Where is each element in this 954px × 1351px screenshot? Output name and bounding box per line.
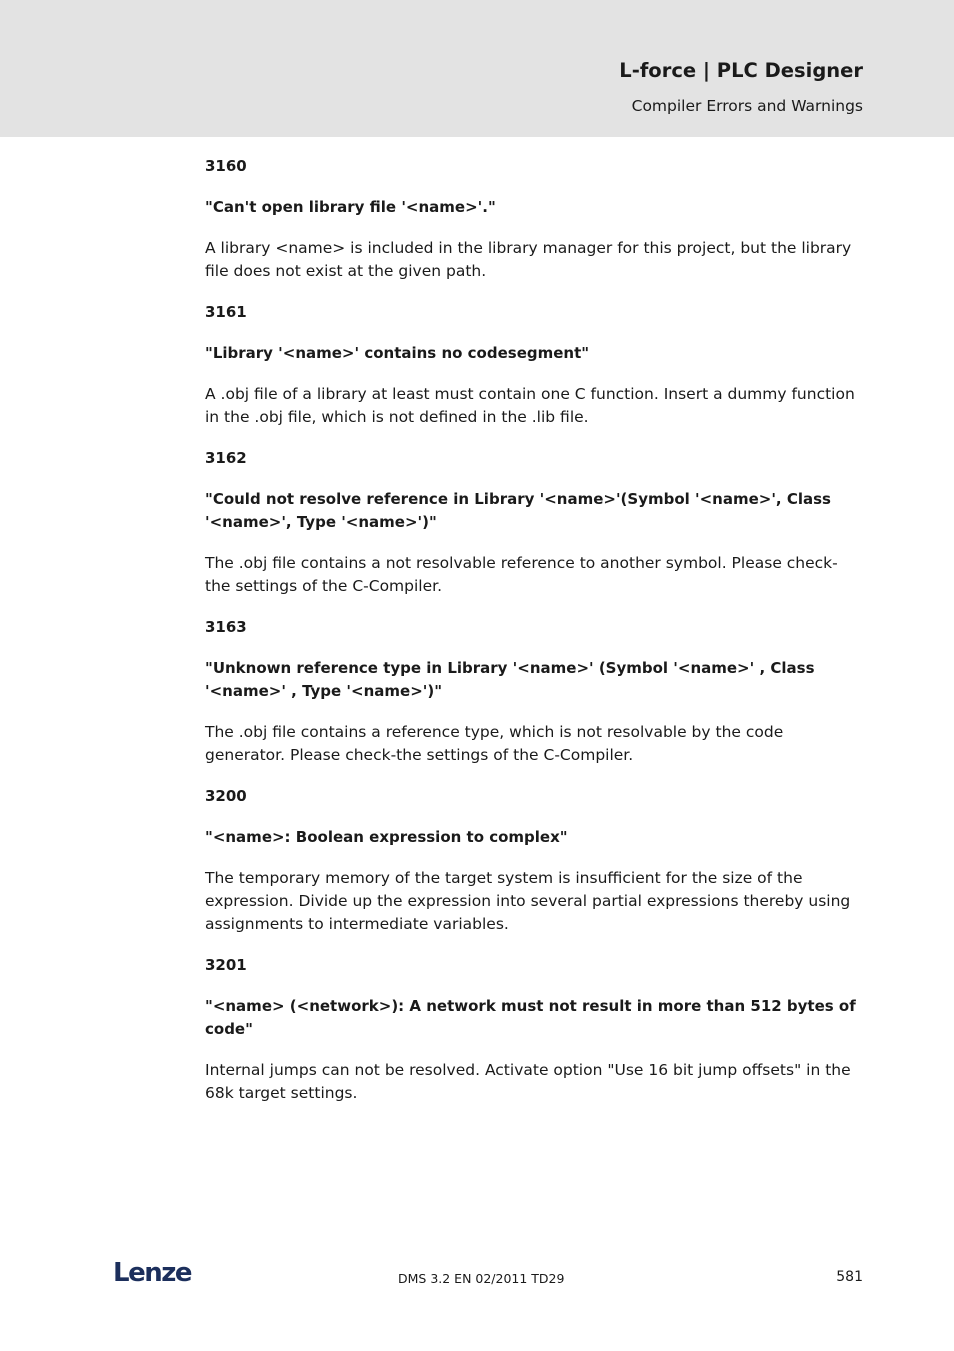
error-message: "Unknown reference type in Library '<name>' (Symbol '<name>' , Class '<name>' , Type '<name>')" bbox=[205, 659, 815, 700]
error-description: The temporary memory of the target system is insufficient for the size of the expression. Divide up the expression into several partial expressions thereby using assignments to intermediate variables. bbox=[205, 869, 851, 933]
error-code: 3163 bbox=[205, 618, 247, 636]
header-subtitle: Compiler Errors and Warnings bbox=[631, 97, 863, 115]
error-message: "Could not resolve reference in Library '<name>'(Symbol '<name>', Class '<name>', Type '<name>')" bbox=[205, 490, 831, 531]
page-number: 581 bbox=[836, 1269, 863, 1285]
error-entry-3160 bbox=[205, 155, 860, 283]
error-description: Internal jumps can not be resolved. Activate option "Use 16 bit jump offsets" in the 68k target settings. bbox=[205, 1061, 851, 1102]
error-entry-3161 bbox=[205, 301, 860, 429]
error-code: 3161 bbox=[205, 303, 247, 321]
error-code: 3162 bbox=[205, 449, 247, 467]
error-description: The .obj file contains a not resolvable reference to another symbol. Please check-the settings of the C-Compiler. bbox=[205, 554, 838, 595]
header-title: L-force | PLC Designer bbox=[619, 59, 863, 82]
error-message: "<name> (<network>): A network must not result in more than 512 bytes of code" bbox=[205, 997, 856, 1038]
page-header bbox=[0, 0, 954, 137]
error-list bbox=[205, 155, 860, 1123]
error-code: 3200 bbox=[205, 787, 247, 805]
error-message: "Can't open library file '<name>'." bbox=[205, 198, 496, 216]
error-description: A .obj file of a library at least must contain one C function. Insert a dummy function in the .obj file, which is not defined in the .lib file. bbox=[205, 385, 855, 426]
error-entry-3162 bbox=[205, 447, 860, 598]
document-id: DMS 3.2 EN 02/2011 TD29 bbox=[398, 1271, 565, 1286]
error-entry-3201 bbox=[205, 954, 860, 1105]
error-description: The .obj file contains a reference type, which is not resolvable by the code generator. Please check-the settings of the C-Compiler. bbox=[205, 723, 784, 764]
lenze-logo: Lenze bbox=[113, 1258, 191, 1288]
error-code: 3201 bbox=[205, 956, 247, 974]
error-description: A library <name> is included in the library manager for this project, but the library file does not exist at the given path. bbox=[205, 239, 852, 280]
error-entry-3163 bbox=[205, 616, 860, 767]
error-message: "Library '<name>' contains no codesegment" bbox=[205, 344, 590, 362]
error-message: "<name>: Boolean expression to complex" bbox=[205, 828, 568, 846]
error-entry-3200 bbox=[205, 785, 860, 936]
error-code: 3160 bbox=[205, 157, 247, 175]
